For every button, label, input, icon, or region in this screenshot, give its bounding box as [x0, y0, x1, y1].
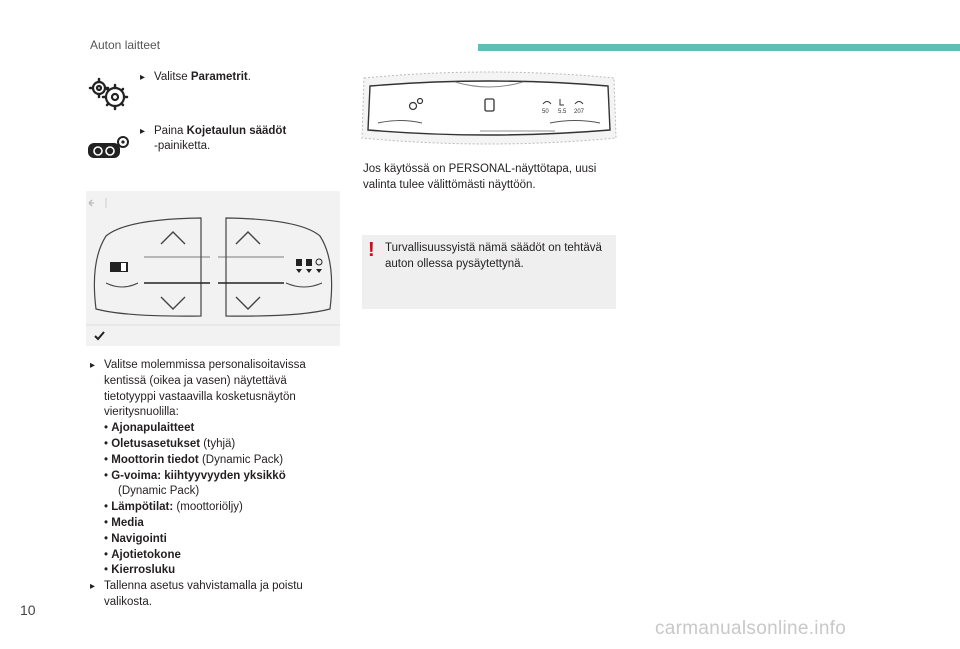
- confirm-check-icon: [95, 332, 104, 339]
- bullet-icon: ▸: [140, 126, 146, 137]
- scroll-down-left-icon: [161, 297, 185, 309]
- list-item: • Navigointi: [104, 532, 167, 545]
- settings-gears-icon: [88, 76, 130, 117]
- list-item: • Kierrosluku: [104, 564, 176, 577]
- list-item: • Media: [104, 516, 144, 529]
- step-press-dashboard-suffix: -painiketta.: [154, 140, 211, 152]
- list-item: • Ajonapulaitteet: [104, 422, 195, 435]
- instruction-line: tietotyyppi vastaavilla kosketusnäytön: [104, 390, 296, 403]
- bullet-icon: ▸: [90, 581, 96, 593]
- bullet-icon: ▸: [140, 72, 146, 83]
- list-item: • Lämpötilat: (moottoriöljy): [104, 501, 243, 514]
- instruction-line: valikosta.: [104, 595, 152, 608]
- section-accent-bar: [478, 44, 960, 51]
- step-press-dashboard: ▸ Paina Kojetaulun säädöt: [140, 125, 287, 137]
- safety-warning-box: [362, 235, 616, 309]
- gauge-value: 207: [574, 109, 585, 115]
- personal-mode-note: Jos käytössä on PERSONAL-näyttötapa, uusi valinta tulee välittömästi näyttöön.: [363, 163, 597, 191]
- scroll-up-left-icon: [161, 232, 185, 244]
- step-select-parameters: ▸ Valitse Parametrit.: [140, 71, 251, 83]
- page-number: 10: [20, 602, 36, 618]
- list-item: • G-voima: kiihtyyvyyden yksikkö: [104, 469, 286, 482]
- scroll-down-right-icon: [236, 297, 260, 309]
- right-gauges-icon: [296, 259, 322, 273]
- scroll-up-right-icon: [236, 232, 260, 244]
- watermark: carmanualsonline.info: [655, 618, 847, 639]
- bullet-icon: ▸: [90, 360, 96, 371]
- list-item-continuation: (Dynamic Pack): [118, 485, 200, 498]
- dashboard-settings-icon: [86, 135, 132, 166]
- instruction-line: vieritysnuolilla:: [104, 406, 179, 419]
- instruction-line: kentissä (oikea ja vasen) näytettävä: [104, 374, 287, 387]
- back-arrow-icon: [89, 200, 94, 206]
- warning-exclamation-icon: !: [368, 239, 375, 261]
- list-item: • Oletusasetukset (tyhjä): [104, 437, 236, 450]
- list-item: • Moottorin tiedot (Dynamic Pack): [104, 453, 284, 466]
- instruction-line: ▸ Valitse molemmissa personalisoitavissa: [90, 358, 350, 374]
- left-gauge-icon: [110, 262, 128, 272]
- gauge-value: 5.5: [558, 109, 567, 115]
- instruction-line: ▸ Tallenna asetus vahvistamalla ja poistu: [90, 579, 350, 595]
- warning-text: Turvallisuussyistä nämä säädöt on tehtävä auton ollessa pysäytettynä.: [385, 242, 602, 270]
- gauge-value: 50: [542, 109, 549, 115]
- section-title: Auton laitteet: [90, 38, 161, 52]
- main-instructions: [90, 358, 350, 611]
- touchscreen-illustration: [86, 191, 340, 346]
- list-item: • Ajotietokone: [104, 548, 181, 561]
- instrument-panel-illustration: [360, 68, 618, 150]
